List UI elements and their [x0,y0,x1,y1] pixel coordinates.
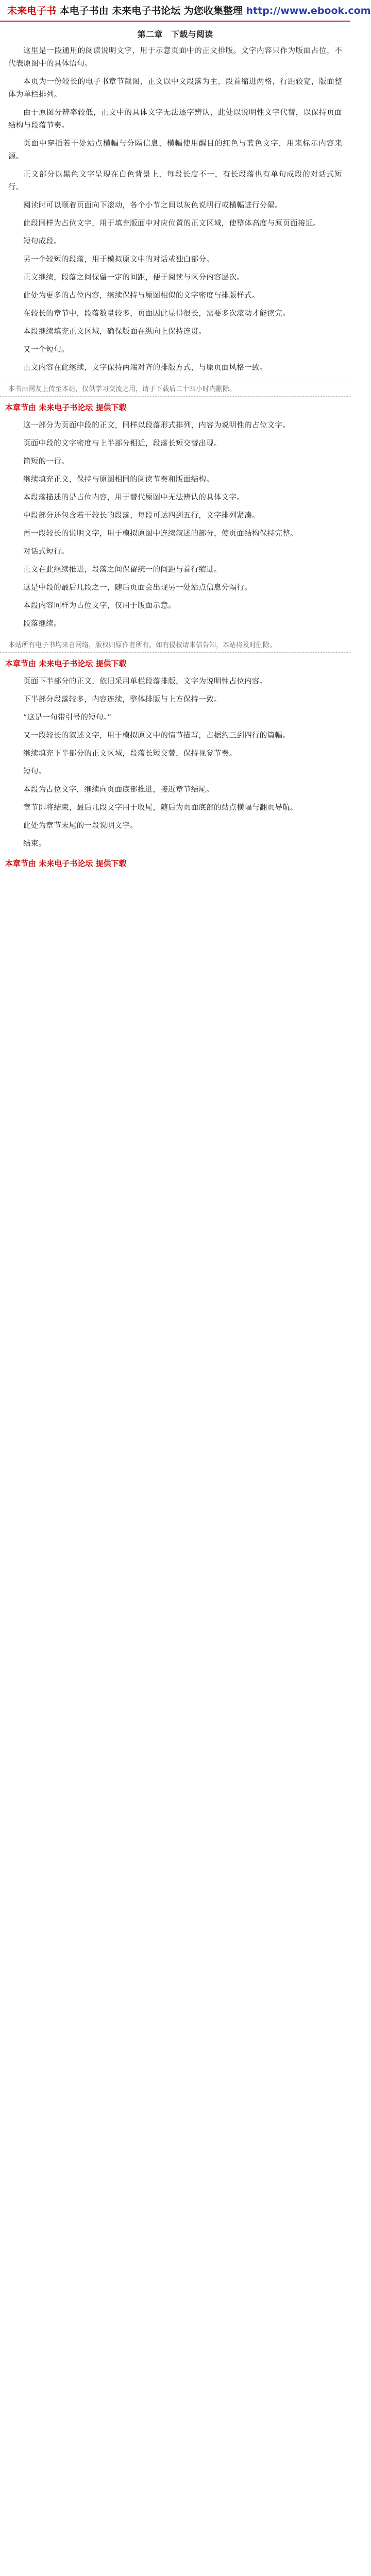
chapter-body-part-1 [0,22,350,375]
paragraph: 页面中穿插若干处站点横幅与分隔信息，横幅使用醒目的红色与蓝色文字，用来标示内容来源。 [8,140,342,161]
paragraph: 继续填充正文，保持与原图相同的阅读节奏和版面结构。 [23,476,214,484]
section-banner-text: 本章节由 未来电子书论坛 提供下载 [5,659,127,668]
paragraph: 本页为一份较长的电子书章节截图，正文以中文段落为主，段首缩进两格，行距较宽，版面整体为单栏排列。 [8,78,342,99]
paragraph: 简短的一行。 [23,457,69,466]
chapter-body-part-2 [0,416,350,631]
paragraph: 这是中段的最后几段之一，随后页面会出现另一处站点信息分隔行。 [23,584,252,592]
paragraph: 短句成段。 [23,238,61,246]
paragraph: 此处为章节末尾的一段说明文字。 [23,822,138,830]
paragraph: 另一个较短的段落，用于模拟原文中的对话或独白部分。 [23,256,214,264]
section-banner-text: 本章节由 未来电子书论坛 提供下载 [5,403,127,412]
paragraph: 再一段较长的说明文字，用于模拟原图中连续叙述的部分，使页面结构保持完整。 [23,530,298,538]
section-banner-2 [0,656,350,672]
paragraph: 这一部分为页面中段的正文，同样以段落形式排列，内容为说明性的占位文字。 [23,421,290,430]
paragraph: 在较长的章节中，段落数量较多，页面因此显得很长，需要多次滚动才能读完。 [23,310,290,318]
paragraph: 又一个短句。 [23,346,69,354]
paragraph: 段落继续。 [23,620,61,628]
paragraph: 正文内容在此继续，文字保持两端对齐的排版方式，与原页面风格一致。 [23,364,267,372]
paragraph: 本段落描述的是占位内容，用于替代原图中无法辨认的具体文字。 [23,494,245,502]
paragraph: 正文在此继续推进，段落之间保留统一的间距与首行缩进。 [23,566,222,574]
paragraph: 阅读时可以顺着页面向下滚动，各个小节之间以灰色说明行或横幅进行分隔。 [23,201,283,210]
paragraph: 本段内容同样为占位文字，仅用于版面示意。 [23,602,176,610]
paragraph: 短句。 [23,768,46,776]
chapter-title: 第二章 下载与阅读 [137,29,213,39]
paragraph: “这是一句带引号的短句。” [23,714,112,722]
paragraph: 本段继续填充正文区域，确保版面在纵向上保持连贯。 [23,328,207,336]
paragraph: 正文部分以黑色文字呈现在白色背景上，每段长度不一，有长段落也有单句成段的对话式短行。 [8,171,342,192]
site-name: 未来电子书 [7,5,57,16]
chapter-intro: 这里是一段通用的阅读说明文字，用于示意页面中的正文排版。文字内容只作为版面占位，不代表原图中的具体语句。 [8,47,342,68]
paragraph: 下半部分段落较多，内容连续，整体排版与上方保持一致。 [23,696,222,704]
section-banner-1 [0,400,350,416]
paragraph: 中段部分还包含若干较长的段落，每段可达四到五行，文字排列紧凑。 [23,512,260,520]
copyright-note-2: 本站所有电子书均来自网络，版权归原作者所有。如有侵权请来信告知，本站将及时删除。 [0,636,350,653]
paragraph: 页面中段的文字密度与上半部分相近，段落长短交替出现。 [23,439,222,448]
paragraph: 本段为占位文字，继续向页面底部推进，接近章节结尾。 [23,786,214,794]
paragraph: 由于原图分辨率较低，正文中的具体文字无法逐字辨认，此处以说明性文字代替，以保持页面结构与段落节奏。 [8,109,342,130]
chapter-body-part-3 [0,672,350,851]
site-banner-text: 本电子书由 未来电子书论坛 为您收集整理 [59,5,243,16]
paragraph: 正文继续，段落之间保留一定的间距，便于阅读与区分内容层次。 [23,274,245,282]
paragraph: 页面下半部分的正文，依旧采用单栏段落排版，文字为说明性占位内容。 [23,677,267,686]
paragraph: 又一段较长的叙述文字，用于模拟原文中的情节描写，占据约三到四行的篇幅。 [23,732,290,740]
paragraph: 此段同样为占位文字，用于填充版面中对应位置的正文区域，使整体高度与原页面接近。 [23,219,321,228]
paragraph: 结束。 [23,840,46,848]
section-banner-text: 本章节由 未来电子书论坛 提供下载 [5,859,127,868]
paragraph: 此处为更多的占位内容，继续保持与原图相似的文字密度与排版样式。 [23,292,260,300]
paragraph: 对话式短行。 [23,548,69,556]
site-url-link[interactable]: http://www.ebook.com [246,5,371,16]
paragraph: 继续填充下半部分的正文区域，段落长短交替，保持视觉节奏。 [23,750,237,758]
copyright-note-1: 本书由网友上传至本站，仅供学习交流之用，请于下载后二十四小时内删除。 [0,380,350,397]
section-banner-3 [0,856,350,872]
paragraph: 章节即将结束，最后几段文字用于收尾，随后为页面底部的站点横幅与翻页导航。 [23,804,298,812]
site-header-banner [0,0,371,22]
